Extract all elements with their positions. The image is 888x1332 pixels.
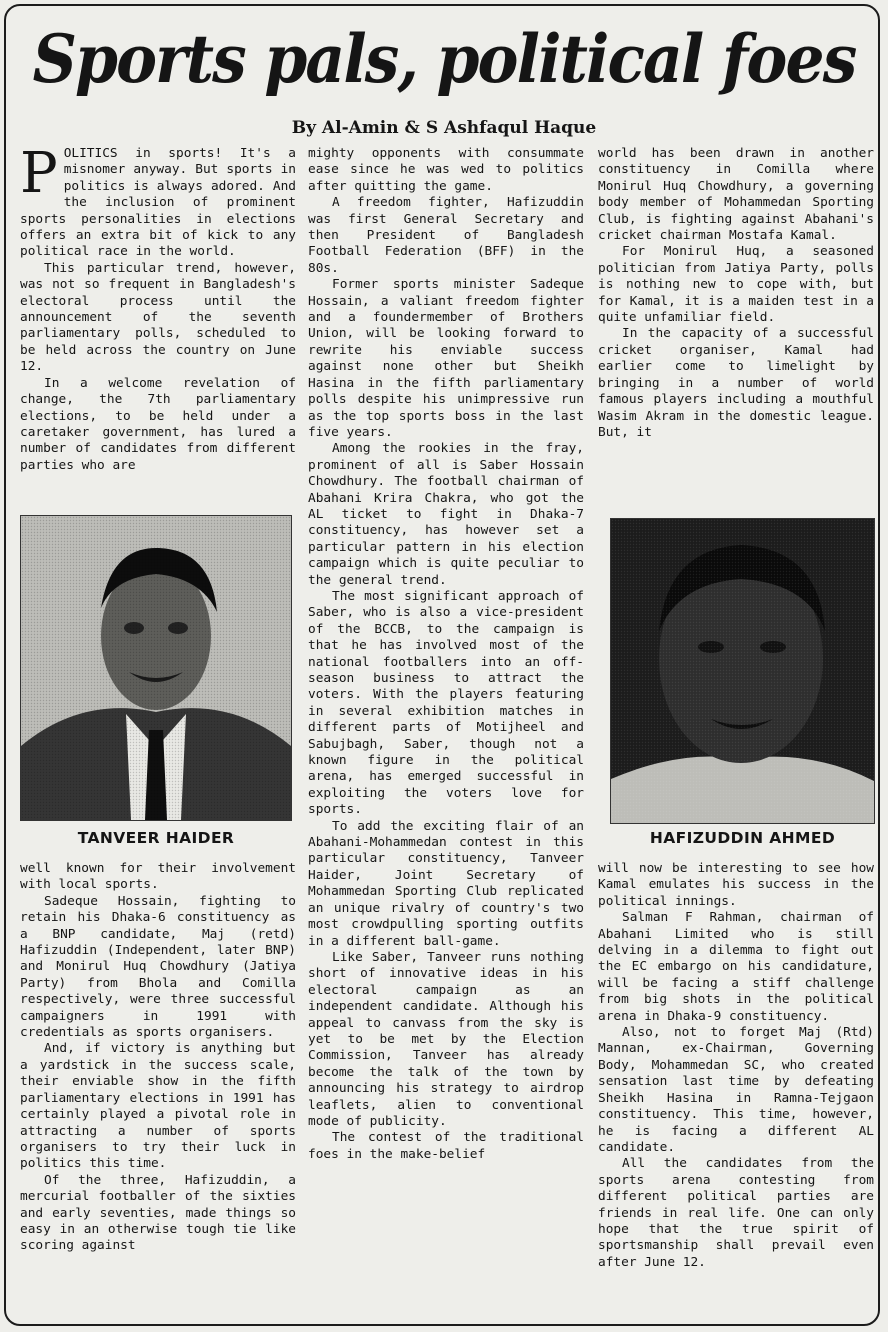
paragraph: In the capacity of a successful cricket organiser, Kamal had earlier come to limelight by bringing in a number of world famous players including a mouthful Wasim Akram in the domestic league. But, it bbox=[598, 326, 874, 440]
photo-hafizuddin-ahmed bbox=[610, 518, 875, 824]
column-3-bottom bbox=[598, 861, 874, 1323]
paragraph: A freedom fighter, Hafizuddin was first General Secretary and then President of Bangladesh Football Federation (BFF) in the 80s. bbox=[308, 195, 584, 276]
column-3-top bbox=[598, 146, 874, 508]
column-2 bbox=[308, 146, 584, 1323]
lead-paragraph bbox=[20, 146, 296, 261]
paragraph: will now be interesting to see how Kamal emulates his success in the political innings. bbox=[598, 861, 874, 909]
drop-cap: P bbox=[20, 146, 58, 206]
paragraph: And, if victory is anything but a yardstick in the success scale, their enviable show in the fifth parliamentary elections in 1991 has certainly played a pivotal role in attracting a number of sports organisers to try their luck in politics this time. bbox=[20, 1041, 296, 1172]
photo-caption: TANVEER HAIDER bbox=[77, 829, 235, 847]
portrait-image bbox=[21, 516, 291, 820]
paragraph: Salman F Rahman, chairman of Abahani Limited who is still delving in a dilemma to fight out the EC embargo on his candidature, will be facing a stiff challenge from big shots in the political arena in Dhaka-9 constituency. bbox=[598, 910, 874, 1024]
paragraph: For Monirul Huq, a seasoned politician from Jatiya Party, polls is nothing new to cope with, but for Kamal, it is a maiden test in a quite unfamiliar field. bbox=[598, 244, 874, 326]
paragraph: Among the rookies in the fray, prominent of all is Saber Hossain Chowdhury. The football chairman of Abahani Krira Chakra, who got the AL ticket to fight in Dhaka-7 constituency, has however set a particular pattern in his election campaign which is quite peculiar to the general trend. bbox=[308, 441, 584, 588]
headline: Sports pals, political foes bbox=[32, 20, 856, 98]
paragraph: All the candidates from the sports arena contesting from different political parties are friends in real life. One can only hope that the true spirit of sportsmanship shall prevail even after June 12. bbox=[598, 1156, 874, 1270]
paragraph-text: OLITICS in sports! It's a misnomer anyway. But sports in politics is always adored. And the inclusion of prominent sports personalities in elections offers an extra bit of kick to any political race in the world. bbox=[20, 146, 296, 260]
paragraph: Of the three, Hafizuddin, a mercurial footballer of the sixties and early seventies, made things so easy in an otherwise tough tie like scoring against bbox=[20, 1172, 296, 1254]
paragraph: world has been drawn in another constituency in Comilla where Monirul Huq Chowdhury, a governing body member of Mohammedan Sporting Club, is fighting against Abahani's cricket chairman Mostafa Kamal. bbox=[598, 146, 874, 244]
paragraph: This particular trend, however, was not so frequent in Bangladesh's electoral process until the announcement of the seventh parliamentary polls, scheduled to be held across the country on June 12. bbox=[20, 260, 296, 375]
paragraph: Former sports minister Sadeque Hossain, a valiant freedom fighter and a foundermember of Brothers Union, will be looking forward to rewrite his enviable success against none other but Sheikh Hasina in the fifth parliamentary polls despite his unimpressive run as the top sports boss in the last five years. bbox=[308, 277, 584, 440]
byline: By Al-Amin & S Ashfaqul Haque bbox=[291, 118, 597, 138]
column-1-top bbox=[20, 146, 296, 506]
photo-caption: HAFIZUDDIN AHMED bbox=[649, 829, 836, 847]
portrait-image bbox=[611, 519, 874, 823]
column-1-bottom bbox=[20, 861, 296, 1323]
paragraph: well known for their involvement with local sports. bbox=[20, 861, 296, 893]
paragraph: Sadeque Hossain, fighting to retain his Dhaka-6 constituency as a BNP candidate, Maj (retd) Hafizuddin (Independent, later BNP) and Monirul Huq Chowdhury (Jatiya Party) from Bhola and Comilla respectively, were three successful campaigners in 1991 with credentials as sports organisers. bbox=[20, 893, 296, 1041]
paragraph: Also, not to forget Maj (Rtd) Mannan, ex-Chairman, Governing Body, Mohammedan SC, who created sensation last time by defeating Sheikh Hasina in Ramna-Tejgaon constituency. This time, however, he is facing a different AL candidate. bbox=[598, 1025, 874, 1155]
paragraph: To add the exciting flair of an Abahani-Mohammedan contest in this particular constituency, Tanveer Haider, Joint Secretary of Mohammedan Sporting Club replicated an unique rivalry of country's two most crowdpulling sporting outfits in a different ball-game. bbox=[308, 818, 584, 949]
paragraph: The most significant approach of Saber, who is also a vice-president of the BCCB, to the campaign is that he has involved most of the national footballers into an off-season business to attract the voters. With the players featuring in several exhibition matches in different parts of Motijheel and Sabujbagh, Saber, though not a known figure in the political arena, has emerged successful in exploiting the voters love for sports. bbox=[308, 588, 584, 818]
paragraph: Like Saber, Tanveer runs nothing short of innovative ideas in his electoral campaign as an independent candidate. Although his appeal to canvass from the sky is yet to be met by the Election Commission, Tanveer has already become the talk of the town by announcing his strategy to airdrop leaflets, alien to conventional mode of publicity. bbox=[308, 949, 584, 1129]
paragraph: In a welcome revelation of change, the 7th parliamentary elections, to be held under a caretaker government, has lured a number of candidates from different parties who are bbox=[20, 375, 296, 473]
photo-tanveer-haider bbox=[20, 515, 292, 821]
paragraph: The contest of the traditional foes in the make-belief bbox=[308, 1130, 584, 1162]
paragraph: mighty opponents with consummate ease since he was wed to politics after quitting the game. bbox=[308, 146, 584, 194]
